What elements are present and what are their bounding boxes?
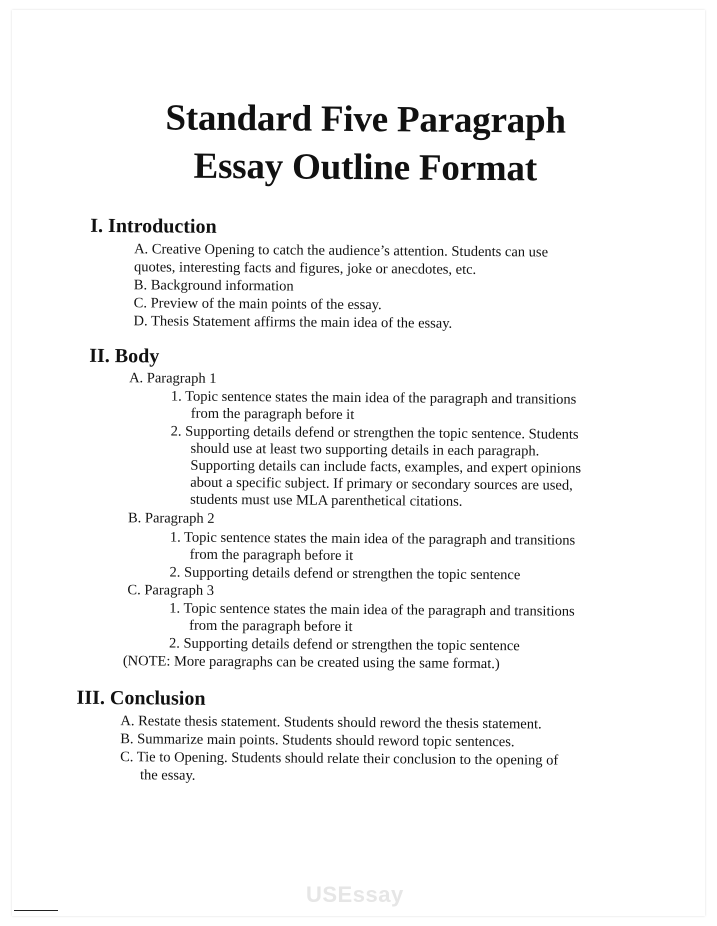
body-p1-item2-line5: students must use MLA parenthetical citations. bbox=[190, 491, 463, 510]
conclusion-item-c-line1: C. Tie to Opening. Students should relate their conclusion to the opening of bbox=[120, 749, 559, 769]
body-p1-item2-line4: about a specific subject. If primary or secondary sources are used, bbox=[190, 474, 573, 494]
document-page bbox=[12, 10, 705, 916]
intro-item-d: D. Thesis Statement affirms the main idea of the essay. bbox=[133, 313, 453, 332]
body-p1-item1-line1: 1. Topic sentence states the main idea of the paragraph and transitions bbox=[170, 388, 577, 408]
body-p1-item2-line3: Supporting details can include facts, examples, and expert opinions bbox=[190, 457, 582, 477]
body-p2-item1-line2: from the paragraph before it bbox=[189, 546, 354, 564]
body-p2-item1-line1: 1. Topic sentence states the main idea of the paragraph and transitions bbox=[169, 529, 576, 549]
body-p1-item1-line2: from the paragraph before it bbox=[190, 405, 355, 423]
title-line-2: Essay Outline Format bbox=[193, 145, 538, 190]
conclusion-item-a: A. Restate thesis statement. Students should reword the thesis statement. bbox=[120, 713, 542, 733]
conclusion-item-b: B. Summarize main points. Students should reword topic sentences. bbox=[120, 731, 515, 751]
body-paragraph-3-label: C. Paragraph 3 bbox=[127, 582, 215, 599]
intro-item-c: C. Preview of the main points of the essay. bbox=[133, 295, 382, 314]
body-p3-item1-line2: from the paragraph before it bbox=[189, 617, 353, 635]
intro-item-a-line2: quotes, interesting facts and figures, joke or anecdotes, etc. bbox=[133, 259, 477, 278]
conclusion-item-c-line2: the essay. bbox=[139, 767, 196, 784]
watermark-logo: USEssay bbox=[306, 882, 404, 907]
title-line-1: Standard Five Paragraph bbox=[165, 97, 566, 142]
body-paragraph-2-label: B. Paragraph 2 bbox=[127, 510, 215, 527]
document-content bbox=[5, 7, 705, 918]
body-p3-item1-line1: 1. Topic sentence states the main idea of the paragraph and transitions bbox=[169, 600, 575, 620]
section-heading-introduction: I. Introduction bbox=[90, 214, 217, 238]
body-note: (NOTE: More paragraphs can be created using the same format.) bbox=[122, 653, 500, 673]
body-p2-item2: 2. Supporting details defend or strengthen the topic sentence bbox=[169, 564, 521, 584]
section-heading-conclusion: III. Conclusion bbox=[76, 686, 206, 710]
intro-item-a-line1: A. Creative Opening to catch the audience’s attention. Students can use bbox=[134, 241, 549, 261]
body-p3-item2: 2. Supporting details defend or strengthen the topic sentence bbox=[168, 635, 520, 655]
body-paragraph-1-label: A. Paragraph 1 bbox=[129, 370, 217, 387]
body-p1-item2-line2: should use at least two supporting details in each paragraph. bbox=[190, 440, 540, 460]
corner-mark bbox=[14, 910, 58, 911]
body-p1-item2-line1: 2. Supporting details defend or strengthen the topic sentence. Students bbox=[170, 423, 579, 443]
intro-item-b: B. Background information bbox=[133, 277, 294, 295]
section-heading-body: II. Body bbox=[89, 344, 160, 368]
